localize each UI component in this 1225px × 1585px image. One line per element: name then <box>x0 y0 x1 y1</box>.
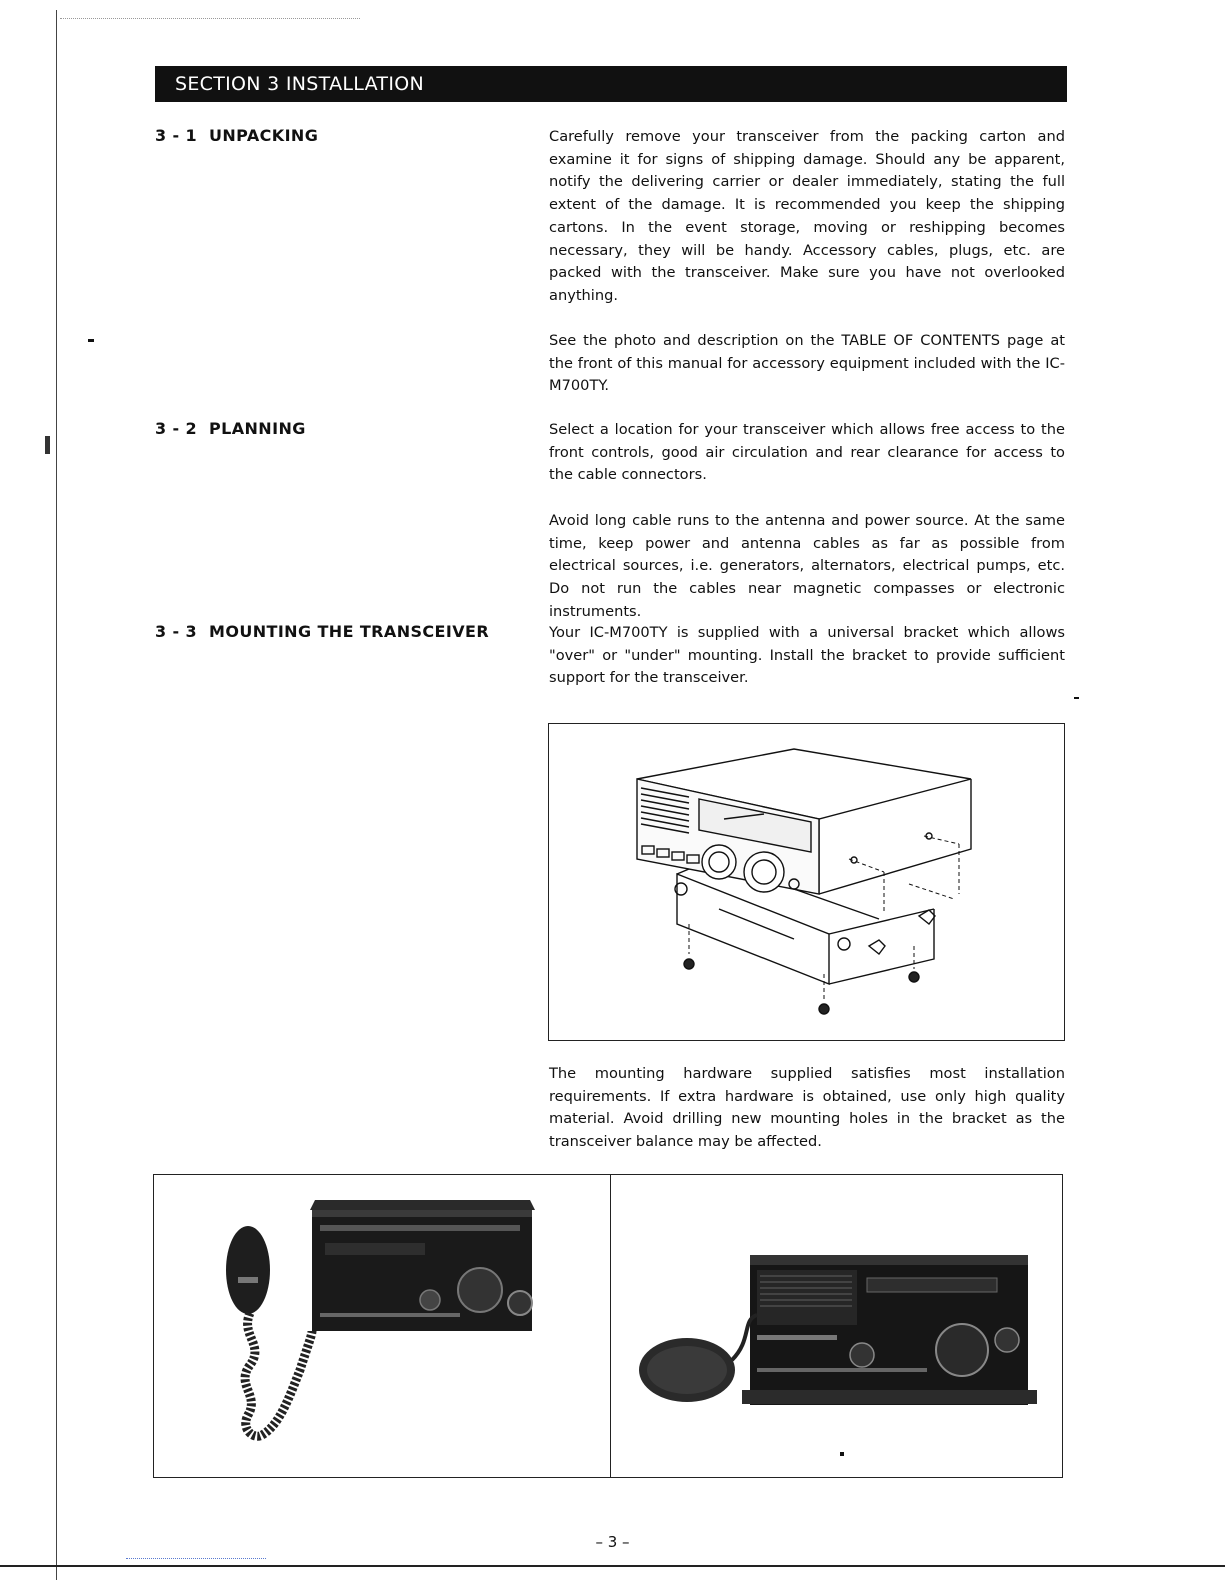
scan-artifact-mark <box>45 436 50 454</box>
section-title: PLANNING <box>209 419 306 438</box>
section-number: 3 - 1 <box>155 126 198 145</box>
photo-divider <box>610 1174 611 1478</box>
scan-artifact-mark <box>840 1452 844 1456</box>
paragraph: Select a location for your transceiver which allows free access to the front controls, good air circulation and rear clearance for access to the cable connectors. <box>549 421 1065 484</box>
scan-artifact-mark <box>1074 697 1079 699</box>
bracket-mounting-illustration <box>548 723 1065 1041</box>
scan-margin-line <box>56 10 57 1580</box>
scan-artifact-line <box>126 1558 266 1559</box>
section-heading-unpacking <box>155 126 318 145</box>
paragraph: Your IC-M700TY is supplied with a universal bracket which allows "over" or "under" mounting. Install the bracket to provide sufficient support for the transceiver. <box>549 624 1065 687</box>
section-heading-planning <box>155 419 306 438</box>
scan-bottom-edge <box>0 1565 1225 1567</box>
transceiver-bracket-drawing <box>549 724 1064 1040</box>
page-number: – 3 – <box>595 1533 630 1551</box>
section-number: 3 - 3 <box>155 622 198 641</box>
section-title: UNPACKING <box>209 126 319 145</box>
paragraph: The mounting hardware supplied satisfies most installation requirements. If extra hardware is obtained, use only high quality material. Avoid drilling new mounting holes in the bracket as the transceiver balance may be affected. <box>549 1065 1065 1151</box>
paragraph: Carefully remove your transceiver from the packing carton and examine it for signs of shipping damage. Should any be apparent, notify the delivering carrier or dealer immediately, stating the full extent of the damage. It is recommended you keep the shipping cartons. In the event storage, moving or reshipping becomes necessary, they will be handy. Accessory cables, plugs, etc. are packed with the transceiver. Make sure you have not overlooked anything. <box>549 128 1065 304</box>
paragraph: See the photo and description on the TABLE OF CONTENTS page at the front of this manual for accessory equipment included with the IC-M700TY. <box>549 332 1065 395</box>
section-header: SECTION 3 INSTALLATION <box>155 66 1067 102</box>
section-number: 3 - 2 <box>155 419 198 438</box>
scan-artifact-mark <box>88 339 94 342</box>
scan-artifact-top <box>60 18 360 19</box>
section-title: MOUNTING THE TRANSCEIVER <box>209 622 490 641</box>
paragraph: Avoid long cable runs to the antenna and power source. At the same time, keep power and antenna cables as far as possible from electrical sources, i.e. generators, alternators, electrical pumps, etc. Do not run the cables near magnetic compasses or electronic instruments. <box>549 512 1065 620</box>
photo-transceiver-desk <box>632 1240 1042 1420</box>
section-heading-mounting <box>155 622 489 641</box>
photo-transceiver-with-microphone <box>200 1195 540 1470</box>
